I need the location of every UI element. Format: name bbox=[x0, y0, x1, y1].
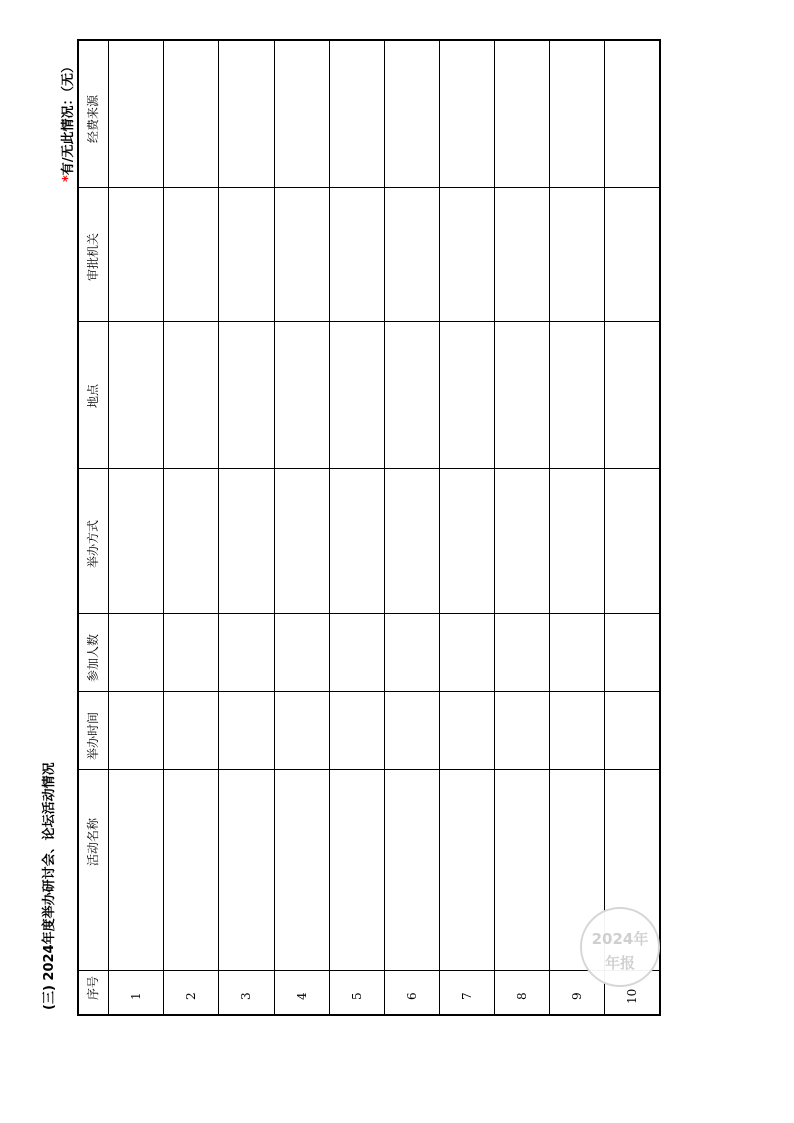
availability-text: 有/无此情况：（无） bbox=[61, 59, 76, 176]
column-divider bbox=[79, 187, 659, 188]
row-number: 10 bbox=[625, 988, 639, 1004]
header-index: 序号 bbox=[86, 975, 100, 1000]
availability-note bbox=[60, 60, 78, 182]
header-approval-authority: 审批机关 bbox=[86, 232, 100, 281]
header-participants: 参加人数 bbox=[86, 633, 100, 682]
section-title: (三) 2024年度举办研讨会、论坛活动情况 bbox=[42, 762, 57, 1010]
header-location: 地点 bbox=[86, 383, 100, 408]
watermark-stamp bbox=[580, 907, 660, 987]
row-number: 9 bbox=[570, 992, 584, 1000]
header-method: 举办方式 bbox=[86, 519, 100, 568]
row-number: 2 bbox=[184, 992, 198, 1000]
header-time: 举办时间 bbox=[86, 711, 100, 760]
column-divider bbox=[79, 769, 659, 770]
row-number: 1 bbox=[129, 992, 143, 1000]
activities-table bbox=[77, 39, 661, 1016]
column-divider bbox=[79, 691, 659, 692]
row-number: 6 bbox=[405, 992, 419, 1000]
stamp-line-1: 2024年 bbox=[591, 930, 649, 948]
row-number: 4 bbox=[295, 992, 309, 1000]
row-number: 8 bbox=[515, 992, 529, 1000]
row-number: 3 bbox=[239, 992, 253, 1000]
row-number: 7 bbox=[460, 992, 474, 1000]
header-funding-source: 经费来源 bbox=[86, 94, 100, 143]
column-divider bbox=[79, 321, 659, 322]
row-number: 5 bbox=[350, 992, 364, 1000]
column-divider bbox=[79, 613, 659, 614]
stamp-line-2: 年报 bbox=[604, 954, 635, 972]
required-star: * bbox=[61, 175, 76, 182]
header-activity-name: 活动名称 bbox=[86, 817, 100, 866]
column-divider bbox=[79, 468, 659, 469]
column-divider bbox=[79, 970, 659, 971]
